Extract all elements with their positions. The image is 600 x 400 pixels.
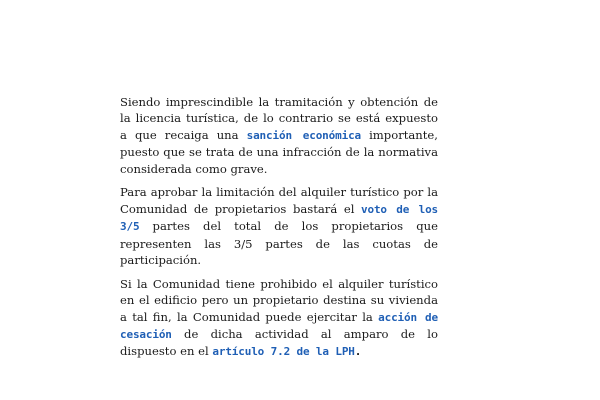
highlight-sancion-economica: sanción económica [246, 128, 362, 142]
closing-period: . [354, 345, 362, 359]
highlight-articulo-lph: artículo 7.2 de la LPH [212, 345, 355, 359]
paragraph-tourist-license [120, 94, 438, 177]
highlight-voto-3-5: voto de los 3/5 [120, 202, 439, 234]
document-body [120, 94, 438, 368]
paragraph-cessation-action [120, 276, 438, 361]
paragraph-limitation-vote [120, 184, 438, 268]
paragraph-text: importante, puesto que se trata de una infracción de la normativa considerada como grave. [120, 127, 438, 176]
paragraph-text: Siendo imprescindible la tramitación y obtención de la licencia turística, de lo contrario se está expuesto a que recaiga una [120, 95, 438, 142]
paragraph-text: partes del total de los propietarios que representen las 3/5 partes de las cuotas de participación. [120, 219, 438, 268]
paragraph-text: Para aprobar la limitación del alquiler turístico por la Comunidad de propietarios bastará el [120, 185, 438, 216]
paragraph-text: de dicha actividad al amparo de lo dispuesto en el [120, 327, 438, 359]
paragraph-text: Si la Comunidad tiene prohibido el alquiler turístico en el edificio pero un propietario destina su vivienda a tal fin, la Comunidad puede ejercitar la [120, 276, 438, 324]
highlight-accion-cesacion: acción de cesación [120, 310, 438, 342]
